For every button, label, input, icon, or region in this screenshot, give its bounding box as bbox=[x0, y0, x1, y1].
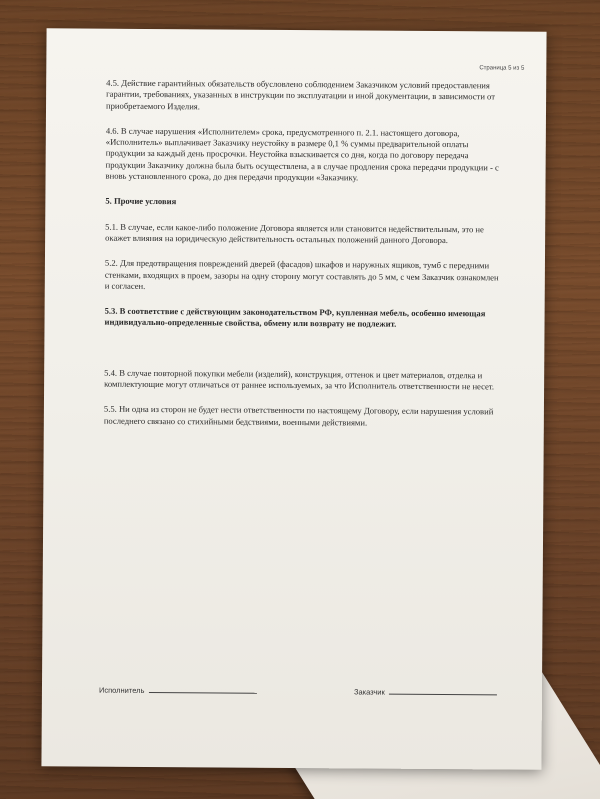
clause-5-2: 5.2. Для предотвращения повреждений дверей (фасадов) шкафов и наружных ящиков, тумб с передними стенками, входящих в проем, зазоры на одну сторону могут составлять до 5 мм, с чем Заказчик ознакомлен и согласен. bbox=[104, 257, 499, 291]
document-body bbox=[104, 78, 507, 444]
document-page bbox=[41, 28, 546, 769]
executor-label: Исполнитель bbox=[98, 685, 145, 695]
executor-signature-line bbox=[149, 684, 257, 694]
clause-5-5: 5.5. Ни одна из сторон не будет нести ответственности по настоящему Договору, если нарушения условий последнего связано со стихийными бедствиями, военными действиями. bbox=[103, 404, 494, 428]
customer-label: Заказчик bbox=[353, 687, 385, 697]
clause-4-6: 4.6. В случае нарушения «Исполнителем» срока, предусмотренного п. 2.1. настоящего договора, «Исполнитель» выплачивает Заказчику неустойку в размере 0,1 % суммы предварительной оплаты продукции за каждый день просрочки. Неустойка взыскивается со дня, когда по договору передача продукции Заказчику должна была быть осуществлена, а в случае продления срока передачи продукции - с вновь установленного срока, до дня передачи продукции «Заказчику. bbox=[105, 125, 499, 183]
clause-5-1: 5.1. В случае, если какое-либо положение Договора является или становится недействительным, это не окажет влияния на юридическую действительность остальных положений данного Договора. bbox=[105, 221, 484, 246]
page-number: Страница 5 из 5 bbox=[479, 65, 525, 72]
clause-4-5: 4.5. Действие гарантийных обязательств обусловлено соблюдением Заказчиком условий предоставления гарантии, требованиях, указанных в инструкции по эксплуатации и иной документации, в зависимости от приобретаемого Изделия. bbox=[106, 77, 496, 111]
signature-block bbox=[98, 684, 509, 697]
blank-space bbox=[104, 342, 504, 370]
clause-5-3: 5.3. В соответствие с действующим законодательством РФ, купленная мебель, особенно имеющая индивидуально-определенные свойства, обмену или возврату не подлежит. bbox=[104, 305, 486, 330]
executor-signature bbox=[99, 684, 257, 696]
section-5-heading: 5. Прочие условия bbox=[105, 196, 177, 207]
customer-signature bbox=[354, 685, 497, 697]
clause-5-4: 5.4. В случае повторной покупки мебели (изделий), конструкция, оттенок и цвет материалов, отделка и комплектующие могут отличаться от раннее используемых, за что Исполнитель ответственности не несет. bbox=[104, 367, 495, 392]
customer-signature-line bbox=[389, 686, 497, 696]
